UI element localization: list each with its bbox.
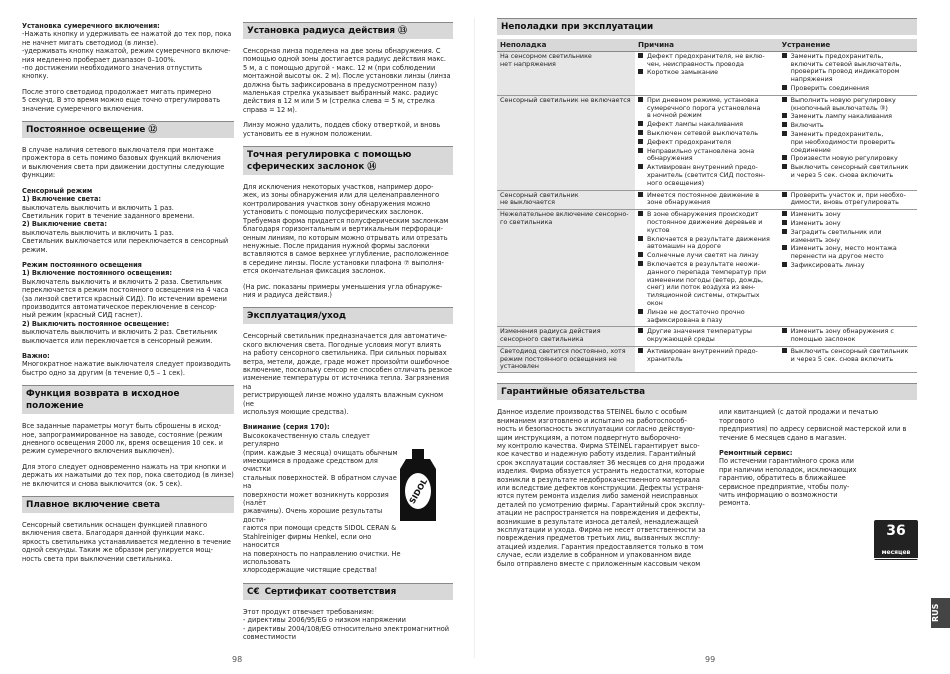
table-row — [497, 190, 917, 210]
list-item — [782, 229, 914, 245]
list-item-text: Выключен сетевой выключатель — [647, 128, 758, 137]
shrouds-figure-note: (На рис. показаны примеры уменьшения угла обнаруже- ния и радиуса действия.) — [243, 282, 443, 299]
reach-text-1: Сенсорная линза поделена на две зоны обнаружения. С помощью одной зоны достигается радиус действия макс. 5 м, а с помощью другой - макс. 12 м (при соблюдении монтажной высоты ок. 2 м). После установки линзы (линза должна быть зафиксирована в предусмотренном пазу) маленькая стрелка указывает выбранный макс. радиус действия в 12 м или 5 м (стрелка слева = 5 м, стрелка справа = 12 м). — [243, 47, 451, 114]
warranty-badge — [874, 520, 922, 570]
cleaner-bottle-image — [396, 447, 440, 523]
fault-causes — [635, 190, 779, 210]
list-item-text: Изменить зону — [790, 210, 841, 219]
list-item-text: Выполнить новую регулировку (кнопочный выключатель ③) — [790, 95, 896, 112]
bullet-square-icon — [782, 131, 787, 136]
list-item-text: Изменить зону — [790, 218, 841, 227]
fault-remedies — [779, 346, 917, 372]
list-item — [638, 192, 776, 208]
list-item — [782, 192, 914, 208]
important-note-text: Многократное нажатие выключателя следует производить быстро одно за другим (в течение 0,5 – 1 сек). — [22, 360, 231, 377]
list-item — [638, 309, 776, 325]
bullet-square-icon — [782, 262, 787, 267]
reset-text-1: Все заданные параметры могут быть сброшены в исход- ное, запрограммированное на заводе, состояние (режим дневного освещения 2000 лк, время освещения 10 сек. и режим сумеречного включения выключен). — [22, 422, 223, 456]
bullet-square-icon — [782, 53, 787, 58]
bullet-square-icon — [638, 211, 643, 216]
permanent-mode-step2-title: 2) Выключить постоянное освещение: — [22, 319, 170, 328]
table-row — [497, 51, 917, 95]
fault-causes — [635, 210, 779, 327]
list-item — [638, 211, 776, 234]
bullet-square-icon — [638, 139, 643, 144]
list-item-text: Дефект лампы накаливания — [647, 120, 743, 129]
bullet-square-icon — [782, 229, 787, 234]
list-item-text: Проверить участок и, при необхо- димости, вновь отрегулировать — [790, 190, 906, 207]
sensor-mode-step1-title: 1) Включение света: — [22, 195, 102, 204]
section-heading-reset: Функция возврата в исходное положение — [22, 385, 234, 414]
fault-remedies — [779, 190, 917, 210]
fault-remedies — [779, 210, 917, 327]
list-item — [638, 328, 776, 344]
list-item — [782, 328, 914, 344]
list-item-text: Изменить зону обнаружения с помощью заслонок — [790, 327, 894, 344]
section-heading-warranty: Гарантийные обязательства — [497, 383, 917, 400]
warranty-text: Данное изделие производства STEINEL было с особым вниманием изготовлено и испытано на работоспособ- ность и безопасность эксплуатации согласно действую- щим инструкциям, а потом подвергнуто выборочно- му контролю качества. Фирма STEINEL гарантирует высо- кое качество и надежную работу изделия. Гарантийный срок эксплуатации составляет 36 месяцев со дня продажи изделия. Фирма обязуется устранить недостатки, которые возникли в результате недоброкачественного материала или вследствие дефектов конструкции. Дефекты устраня- ются путем ремонта изделия либо заменой неисправных деталей по усмотрению фирмы. Гарантийный срок эксплу- атации не распространяется на повреждения и дефекты, возникшие в результате износа деталей, ненадлежащей эксплуатации и ухода. Фирма не несет ответственности за повреждения предметов третьих лиц, вызванных эксплу- атацией изделия. Гарантия предоставляется только в том случае, если изделие в собранном и упакованном виде было отправлено вместе с приложенным кассовым чеком — [497, 408, 706, 568]
list-item — [782, 245, 914, 261]
list-item — [638, 236, 776, 252]
faults-header-problem: Неполадка — [497, 39, 635, 51]
dusk-setting-title: Установка сумеречного включения: — [22, 22, 160, 30]
fault-remedies — [779, 327, 917, 347]
permanent-mode-step2-text: выключатель выключить и включить 2 раз. Светильник выключается или переключается в сенсорный режим. — [22, 328, 218, 345]
fault-problem: На сенсорном светильнике нет напряжения — [497, 51, 635, 95]
bullet-square-icon — [782, 113, 787, 118]
bullet-square-icon — [638, 130, 643, 135]
faults-table — [497, 39, 917, 373]
bullet-square-icon — [782, 192, 787, 197]
table-row — [497, 210, 917, 327]
permanent-mode-step1-text: Выключатель выключить и включить 2 раза. Светильник переключается в режим постоянного освещения на 4 часа (за линзой светится красный СИД). По истечении времени производится автоматическое переключение в сенсор- ный режим (красный СИД гаснет). — [22, 277, 229, 320]
reset-text-2: Для этого следует одновременно нажать на три кнопки и держать их нажатыми до тех пор, пока светодиод (в линзе) не включится и снова выключится (ок. 5 сек). — [22, 462, 234, 488]
ce-mark-icon: C€ — [247, 586, 260, 597]
section-heading-operation: Эксплуатация/уход — [243, 307, 453, 324]
faults-table-body — [497, 51, 917, 372]
sensor-mode-title: Сенсорный режим — [22, 186, 93, 195]
bullet-square-icon — [638, 164, 643, 169]
table-row — [497, 95, 917, 190]
bullet-square-icon — [638, 252, 643, 257]
bullet-square-icon — [782, 348, 787, 353]
list-item — [782, 122, 914, 130]
bullet-square-icon — [782, 155, 787, 160]
left-column-1 — [22, 22, 234, 570]
section-heading-faults: Неполадки при эксплуатации — [497, 18, 917, 35]
warranty-badge-word: Гарантия — [874, 560, 922, 570]
list-item-text: Зафиксировать линзу — [790, 260, 865, 269]
list-item — [782, 85, 914, 93]
list-item-text: Выключить сенсорный светильник и через 5 сек. снова включить — [790, 346, 909, 363]
bullet-square-icon — [638, 236, 643, 241]
service-title: Ремонтный сервис: — [719, 448, 793, 457]
list-item — [638, 53, 776, 69]
warranty-badge-months: месяцев — [881, 549, 911, 556]
bullet-square-icon — [638, 148, 643, 153]
fault-remedies — [779, 51, 917, 95]
list-item — [782, 348, 914, 364]
list-item-text: Заменить предохранитель, при необходимости проверить соединение — [790, 129, 895, 154]
faults-header-remedy: Устранение — [779, 39, 917, 51]
list-item-text: Выключить сенсорный светильник и через 5 сек. снова включить — [790, 163, 909, 179]
list-item — [782, 53, 914, 84]
list-item — [782, 211, 914, 219]
list-item-text: В зоне обнаружения происходит постоянное движение деревьев и кустов — [647, 210, 763, 234]
list-item-text: Активирован внутренний предо- хранитель (светится СИД постоян- ного освещения) — [647, 163, 766, 187]
list-item-text: Другие значения температуры окружающей среды — [647, 327, 752, 344]
bullet-square-icon — [782, 211, 787, 216]
bullet-square-icon — [638, 69, 643, 74]
list-item — [638, 252, 776, 260]
list-item-text: Проверить соединения — [790, 83, 869, 92]
list-item — [638, 97, 776, 120]
list-item — [638, 130, 776, 138]
table-row — [497, 327, 917, 347]
sensor-mode-step1-text: выключатель выключить и включить 1 раз. Светильник горит в течение заданного времени. — [22, 203, 195, 220]
list-item-text: Заменить предохранитель, включить сетевой выключатель, проверить провод индикатором напряжения — [790, 51, 902, 84]
section-heading-reach: Установка радиуса действия ⑬ — [243, 22, 453, 39]
warranty-badge-number: 36 — [886, 523, 906, 539]
list-item-text: Включается в результате движения автомашин на дороге — [647, 234, 770, 251]
reach-text-2: Линзу можно удалить, поддев сбоку отверткой, и вновь установить ее в нужном положении. — [243, 121, 441, 138]
list-item — [638, 348, 776, 364]
list-item-text: Солнечные лучи светят на линзу — [647, 251, 759, 260]
fault-remedies — [779, 95, 917, 190]
list-item — [638, 139, 776, 147]
list-item — [638, 148, 776, 164]
list-item — [782, 131, 914, 154]
fault-problem: Сенсорный светильник не выключается — [497, 190, 635, 210]
bullet-square-icon — [638, 53, 643, 58]
fault-problem: Изменения радиуса действия сенсорного светильника — [497, 327, 635, 347]
fault-problem: Светодиод светится постоянно, хотя режим постоянного освещения не установлен — [497, 346, 635, 372]
list-item-text: При дневном режиме, установка сумеречного порога установлена в ночной режим — [647, 95, 761, 120]
conformity-text: Этот продукт отвечает требованиям: - директивы 2006/95/EG о низком напряжении - директивы 2004/108/EG относительно электромагнитной совместимости — [243, 607, 450, 641]
bullet-square-icon — [782, 97, 787, 102]
table-row — [497, 346, 917, 372]
bottle-label: SIDOL — [407, 477, 430, 506]
bullet-square-icon — [638, 348, 643, 353]
fault-problem: Сенсорный светильник не включается — [497, 95, 635, 190]
list-item-text: Дефект предохранителя — [647, 137, 732, 146]
list-item — [638, 261, 776, 308]
page-right — [475, 0, 950, 674]
page-number-right: 99 — [705, 655, 716, 664]
list-item-text: Активирован внутренний предо- хранитель — [647, 346, 758, 363]
list-item-text: Изменить зону, место монтажа перенести на другое место — [790, 244, 897, 261]
list-item — [782, 97, 914, 113]
fault-causes — [635, 327, 779, 347]
list-item — [638, 69, 776, 77]
section-heading-conformity — [243, 583, 453, 600]
section-heading-soft-start: Плавное включение света — [22, 496, 234, 513]
shrouds-text: Для исключения некоторых участков, например доро- жек, из зоны обнаружения или для целенаправленного контролирования участков зону обнаружения можно установить с помощью полусферических заслонок. Требуемая форма придается полусферическим заслонкам благодаря горизонтальным и вертикальным перфораци- онным линиям, по которым можно отрывать или отрезать ненужные. После придания нужной формы заслонки вставляются в самое верхнее углубление, расположенное в середине линзы. После установки плафона ⑦ выполня- ется окончательная фиксация заслонок. — [243, 183, 449, 276]
section-heading-permanent-light: Постоянное освещение ⑫ — [22, 121, 234, 138]
stainless-warning-title: Внимание (серия 170): — [243, 423, 330, 432]
permanent-light-intro: В случае наличия сетевого выключателя при монтаже прожектора в сеть помимо базовых функций включения и выключения света при движении доступны следующие функции: — [22, 146, 225, 180]
list-item — [782, 220, 914, 228]
bullet-square-icon — [782, 220, 787, 225]
soft-start-text: Сенсорный светильник оснащен функцией плавного включения света. Благодаря данной функции макс. яркость светильника устанавливается медленно в течение одной секунды. Таким же образом регулируется мощ- ность света при выключении светильника. — [22, 521, 231, 563]
operation-text: Сенсорный светильник предназначается для автоматиче- ского включения света. Погодные условия могут влиять на работу сенсорного светильника. При сильных порывах ветра, метели, дожде, граде может произойти ошибочное включение, поскольку сенсор не способен отличать резкое изменение температуры от источника тепла. Загрязнения на регистрирующей линзе можно удалять влажным сукном (не используя моющие средства). — [243, 332, 453, 416]
dusk-setting-text: -Нажать кнопку и удерживать ее нажатой до тех пор, пока не начнет мигать светодиод (в линзе). -удерживать кнопку нажатой, режим сумеречного включе- ния медленно проберает диапазон 0–100%. -по достижении необходимого значения отпустить кнопку. — [22, 30, 232, 81]
list-item — [782, 155, 914, 163]
list-item — [638, 121, 776, 129]
list-item-text: Включить — [790, 121, 824, 130]
list-item-text: Имеется постоянное движение в зоне обнаружения — [647, 190, 759, 207]
stainless-warning-text: Высококачественную сталь следует регулярно (прим. каждые 3 месяца) очищать обычным имеющимся в продаже средством для очистки стальных поверхностей. В обратном случае на поверхности может возникнуть коррозия (налёт ржавчины). Очень хорошие результаты дости- гаются при помощи средств SIDOL CERAN & Stahlreiniger фирмы Henkel, если оно наносится на поверхность по направлению очистки. Не использовать хлорсодержащие чистящие средства! — [243, 431, 401, 575]
list-item-text: Линзе не достаточно прочно зафиксирована в пазу — [647, 307, 745, 324]
fault-causes — [635, 51, 779, 95]
conformity-heading-label: Сертификат соответствия — [264, 586, 397, 597]
fault-causes — [635, 346, 779, 372]
bullet-square-icon — [638, 121, 643, 126]
language-tab-rus: RUS — [931, 598, 950, 628]
left-column-2 — [243, 22, 453, 648]
sensor-mode-step2-title: 2) Выключение света: — [22, 220, 108, 229]
list-item-text: Произвести новую регулировку — [790, 154, 898, 163]
warranty-block — [497, 408, 917, 568]
bullet-square-icon — [782, 122, 787, 127]
bullet-square-icon — [782, 85, 787, 90]
list-item-text: Включается в результате неожи- данного перепада температур при изменении погоды (ветер, дождь, снег) или поток воздуха из вен- тиляционной системы, открытых окон — [647, 259, 766, 307]
page-number-left: 98 — [232, 655, 243, 664]
list-item-text: Неправильно установлена зона обнаружения — [647, 146, 755, 163]
service-text: По истечении гарантийного срока или при наличии неполадок, исключающих гарантию, обратитесь в ближайшее сервисное предприятие, чтобы полу- чить информацию о возможности ремонта. — [719, 457, 857, 508]
permanent-mode-title: Режим постоянного освещения — [22, 260, 142, 269]
list-item — [782, 113, 914, 121]
list-item-text: Заградить светильник или изменить зону — [790, 227, 882, 244]
list-item-text: Дефект предохранителя, не вклю- чен, неисправность провода — [647, 51, 765, 68]
bullet-square-icon — [638, 192, 643, 197]
bullet-square-icon — [638, 97, 643, 102]
warranty-text-2: или квитанцией (с датой продажи и печатью торгового предприятия) по адресу сервисной мастерской или в течение 6 месяцев сдано в магазин. — [719, 408, 907, 442]
bullet-square-icon — [782, 164, 787, 169]
list-item — [638, 164, 776, 187]
list-item — [782, 262, 914, 270]
bullet-square-icon — [782, 245, 787, 250]
bullet-square-icon — [638, 261, 643, 266]
bullet-square-icon — [638, 328, 643, 333]
list-item-text: Короткое замыкание — [647, 68, 719, 77]
section-heading-shrouds: Точная регулировка с помощью сферических заслонок ⑭ — [243, 146, 453, 175]
bullet-square-icon — [782, 328, 787, 333]
permanent-mode-step1-title: 1) Включение постоянного освещения: — [22, 269, 172, 278]
bullet-square-icon — [638, 309, 643, 314]
fault-causes — [635, 95, 779, 190]
faults-header-cause: Причина — [635, 39, 779, 51]
list-item-text: Заменить лампу накаливания — [790, 112, 892, 121]
list-item — [782, 164, 914, 180]
important-note-title: Важно: — [22, 352, 50, 360]
fault-problem: Нежелательное включение сенсорно- го светильника — [497, 210, 635, 327]
dusk-setting-text-2: После этого светодиод продолжает мигать примерно 5 секунд. В это время можно еще точно отрегулировать значение сумеречного включения. — [22, 87, 221, 113]
sensor-mode-step2-text: выключатель выключить и включить 1 раз. Светильник выключается или переключается в сенсорный режим. — [22, 228, 229, 254]
